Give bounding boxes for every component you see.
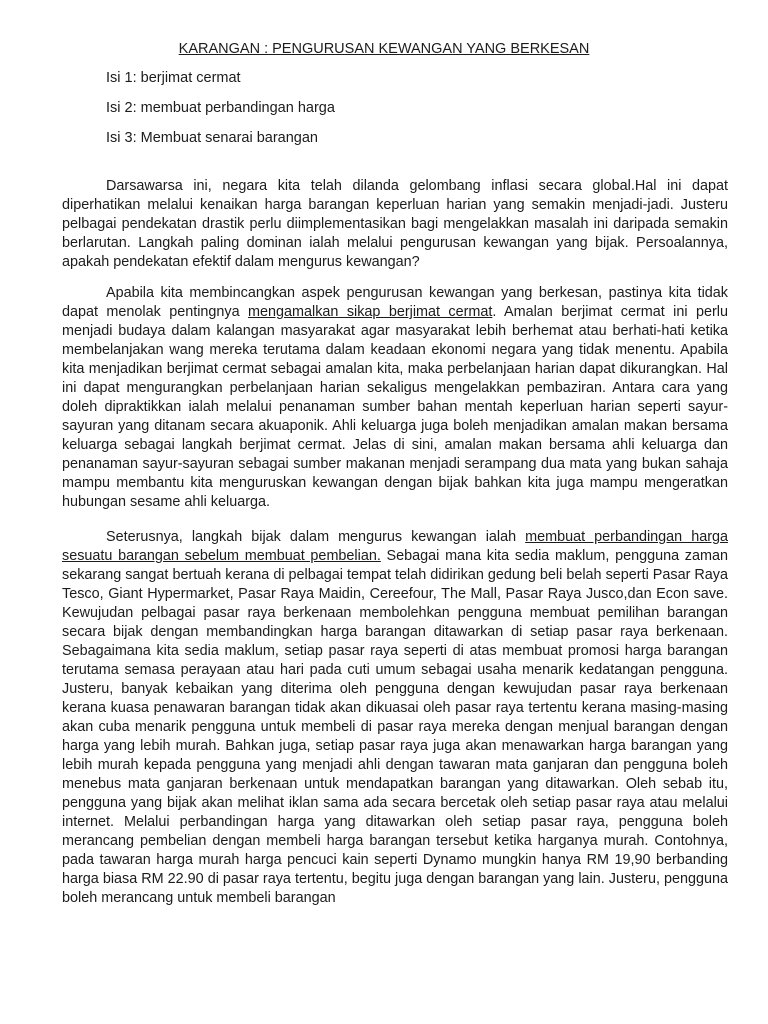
isi-point-3: Isi 3: Membuat senarai barangan (106, 130, 318, 146)
paragraph-introduction: Darsawarsa ini, negara kita telah dilanda gelombang inflasi secara global.Hal ini dapat diperhatikan melalui kenaikan harga barangan keperluan harian yang semakin menjadi-jadi. Justeru pelbagai pendekatan drastik perlu diimplementasikan bagi mengelakkan masalah ini daripada semakin berlarutan. Langkah paling dominan ialah melalui pengurusan kewangan yang bijak. Persoalannya, apakah pendekatan efektif dalam mengurus kewangan? (62, 178, 728, 270)
paragraph-berjimat-cermat (62, 284, 728, 512)
isi-point-1: Isi 1: berjimat cermat (106, 70, 241, 86)
paragraph-text: . Amalan berjimat cermat ini perlu menjadi budaya dalam kalangan masyarakat agar masyarakat lebih berhemat atau berhati-hati ketika membelanjakan wang mereka terutama dalam keadaan ekonomi negara yang tidak menentu. Apabila kita menjadikan berjimat cermat sebagai amalan kita, maka perbelanjaan harian dapat dikurangkan. Hal ini dapat mengurangkan perbelanjaan harian sekaligus mengelakkan pembaziran. Antara cara yang doleh dipraktikkan ialah melalui penanaman sumber bahan mentah keperluan harian seperti sayur-sayuran yang ditanam secara akuaponik. Ahli keluarga juga boleh menjadikan amalan makan bersama keluarga sebagai langkah berjimat cermat. Jelas di sini, amalan makan bersama ahli keluarga dan penanaman sayur-sayuran sebagai sumber makanan menjadi serampang dua mata yang bukan sahaja mampu membantu kita menguruskan kewangan dengan bijak bahkan kita juga mampu mengeratkan hubungan sesame ahli keluarga. (62, 304, 728, 510)
paragraph-text: Seterusnya, langkah bijak dalam mengurus kewangan ialah (106, 529, 526, 545)
paragraph-perbandingan-harga (62, 528, 728, 908)
essay-title: KARANGAN : PENGURUSAN KEWANGAN YANG BERKESAN (178, 41, 590, 57)
underlined-key-point: mengamalkan sikap berjimat cermat (248, 304, 493, 320)
essay-body (62, 177, 728, 920)
isi-point-2: Isi 2: membuat perbandingan harga (106, 100, 335, 116)
paragraph-text: Apabila kita membincangkan aspek pengurusan kewangan yang berkesan, pastinya kita tidak dapat menolak pentingnya (62, 285, 728, 320)
paragraph-text: Sebagai mana kita sedia maklum, pengguna zaman sekarang sangat bertuah kerana di pelbagai tempat telah didirikan gedung beli belah seperti Pasar Raya Tesco, Giant Hypermarket, Pasar Raya Maidin, Cereefour, The Mall, Pasar Raya Jusco,dan Econ save. Kewujudan pelbagai pasar raya berkenaan membolehkan pengguna membuat pemilihan barangan secara bijak dengan membandingkan harga barangan ditawarkan di setiap pasar raya berkenaan. Sebagaimana kita sedia maklum, setiap pasar raya seperti di atas membuat promosi harga barangan terutama semasa perayaan atau hari pada cuti umum sebagai usaha menarik kedatangan pengguna. Justeru, banyak kebaikan yang diterima oleh pengguna dengan kewujudan pasar raya berkenaan kerana kuasa penawaran barangan tidak akan dikuasai oleh pasar raya tertentu kerana masing-masing akan cuba menarik pengguna untuk membeli di pasar raya mereka dengan menjual barangan dengan harga yang lebih murah. Bahkan juga, setiap pasar raya juga akan menawarkan harga barangan yang lebih murah kepada pengguna yang menjadi ahli dengan tawaran mata ganjaran dan pengguna boleh menebus mata ganjaran berkenaan untuk mendapatkan barangan yang ditawarkan. Oleh sebab itu, pengguna yang bijak akan melihat iklan sama ada secara bercetak oleh setiap pasar raya atau melalui internet. Melalui perbandingan harga yang ditawarkan oleh setiap pasar raya, pengguna boleh merancang pembelian dengan membeli harga barangan tersebut ketika harganya murah. Contohnya, pada tawaran harga murah harga pencuci kain seperti Dynamo mungkin hanya RM 19,90 berbanding harga biasa RM 22.90 di pasar raya tertentu, begitu juga dengan barangan yang lain. Justeru, pengguna boleh merancang untuk membeli barangan (62, 548, 729, 906)
underlined-key-point: membuat perbandingan harga sesuatu barangan sebelum membuat pembelian. (62, 529, 728, 564)
